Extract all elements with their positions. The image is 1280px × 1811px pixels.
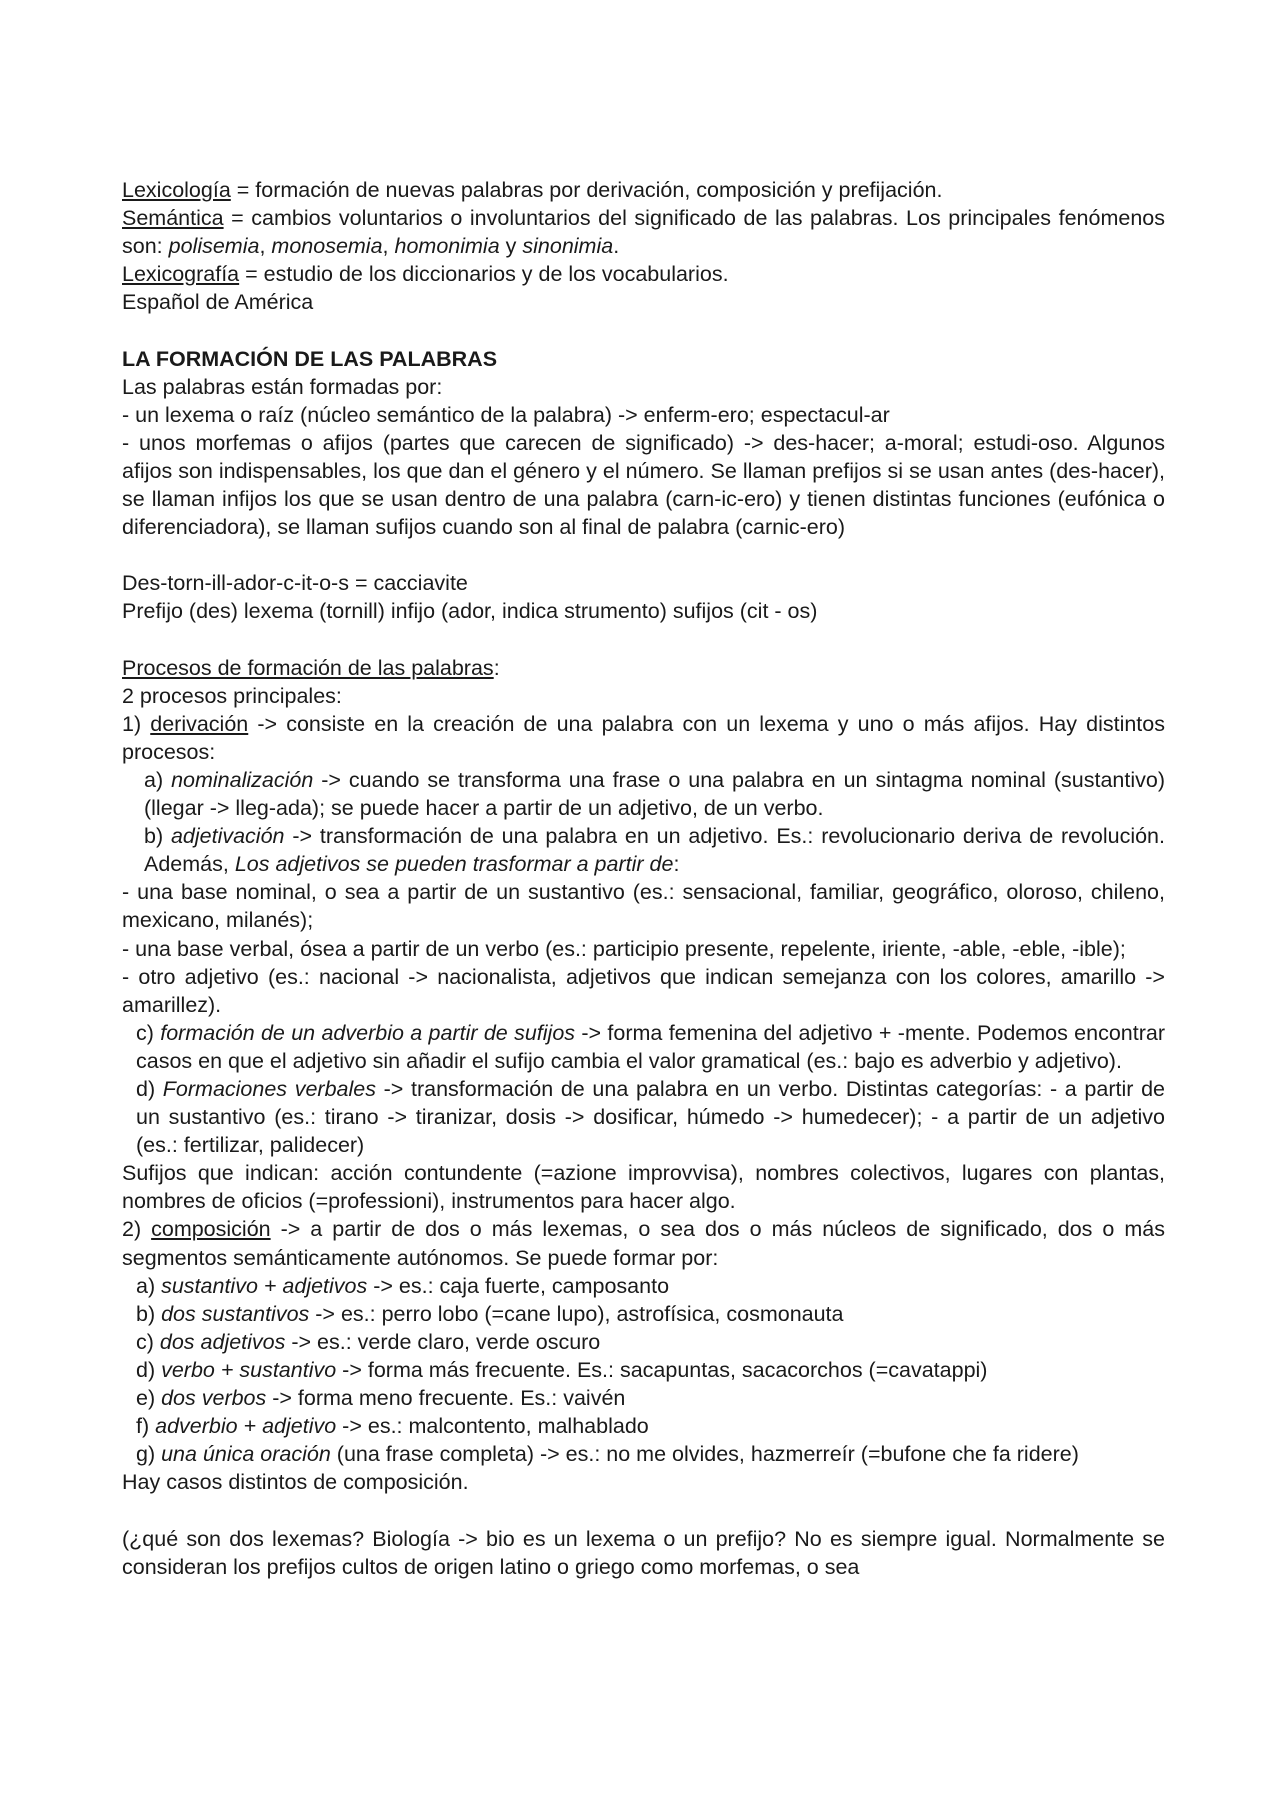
item-letter: e) (136, 1386, 162, 1411)
paragraph: Des-torn-ill-ador-c-it-o-s = cacciavite (122, 571, 468, 596)
italic-term: verbo + sustantivo (161, 1357, 337, 1382)
paragraph: (¿qué son dos lexemas? Biología -> bio es un lexema o un prefijo? No es siempre igual. Normalmente se consideran los prefijos cultos de origen latino o griego como morfemas, o sea (122, 1526, 1165, 1579)
definition-text: = estudio de los diccionarios y de los vocabularios. (239, 262, 729, 287)
term-procesos: Procesos de formación de las palabras (122, 655, 494, 680)
item-letter: d) (136, 1077, 163, 1101)
italic-term: dos verbos (161, 1386, 267, 1411)
item-text: -> transformación de una palabra en un adjetivo. Es.: revolucionario deriva de revolución. Además, (144, 824, 1165, 877)
item-letter: a) (144, 767, 172, 792)
definition-text: = formación de nuevas palabras por derivación, composición y prefijación. (230, 178, 943, 202)
adjetivacion-item (122, 822, 1165, 878)
italic-term: formación de un adverbio a partir de sufijos (160, 1020, 576, 1045)
italic-term: sinonimia (522, 234, 614, 259)
italic-term: sustantivo + adjetivos (161, 1273, 368, 1298)
italic-term: dos sustantivos (161, 1301, 310, 1326)
item-number: 2) (122, 1217, 152, 1242)
item-text: (una frase completa) -> es.: no me olvides, hazmerreír (=bufone che fa ridere) (330, 1442, 1079, 1467)
lexicologia-definition (122, 176, 1165, 204)
paragraph: - otro adjetivo (es.: nacional -> nacionalista, adjetivos que indican semejanza con los colores, amarillo -> amarillez). (122, 964, 1165, 1017)
separator: . (613, 234, 620, 259)
lexicografia-definition (122, 260, 1165, 288)
separator: , (259, 234, 272, 259)
blank-line (122, 626, 1165, 654)
term-lexicografia: Lexicografía (122, 262, 240, 287)
term-composicion: composición (151, 1217, 271, 1242)
item-text: -> es.: verde claro, verde oscuro (285, 1329, 601, 1354)
item-text: -> forma femenina del adjetivo + -mente. Podemos encontrar casos en que el adjetivo sin añadir el sufijo cambia el valor gramatical (es.: bajo es adverbio y adjetivo). (136, 1020, 1166, 1073)
item-text: -> es.: malcontento, malhablado (336, 1414, 649, 1439)
term-derivacion: derivación (150, 711, 249, 736)
item-text: -> forma más frecuente. Es.: sacapuntas, sacacorchos (=cavatappi) (336, 1357, 988, 1382)
italic-term: monosemia (271, 234, 383, 259)
composicion-subitem (122, 1384, 1165, 1412)
item-text: -> consiste en la creación de una palabra con un lexema y uno o más afijos. Hay distintos procesos: (122, 711, 1165, 764)
derivacion-item (122, 710, 1165, 766)
section-heading: LA FORMACIÓN DE LAS PALABRAS (122, 346, 498, 371)
separator: y (499, 234, 523, 259)
definition-text: = cambios voluntarios o involuntarios del significado de las palabras. Los principales fenómenos son: (122, 206, 1165, 259)
text: : (493, 655, 500, 680)
blank-line (122, 316, 1165, 344)
paragraph: Prefijo (des) lexema (tornill) infijo (ador, indica strumento) sufijos (cit - os) (122, 599, 818, 624)
paragraph: - una base verbal, ósea a partir de un verbo (es.: participio presente, repelente, iriente, -able, -eble, -ible); (122, 936, 1126, 961)
paragraph: Hay casos distintos de composición. (122, 1470, 469, 1495)
term-lexicologia: Lexicología (122, 178, 231, 202)
separator: , (382, 234, 395, 259)
document-page (122, 176, 1165, 1581)
procesos-heading (122, 654, 1165, 682)
item-letter: g) (136, 1442, 162, 1467)
italic-term: polisemia (168, 234, 260, 259)
item-letter: f) (136, 1414, 156, 1439)
item-letter: d) (136, 1357, 162, 1382)
paragraph: Las palabras están formadas por: (122, 374, 443, 399)
italic-term: homonimia (394, 234, 500, 259)
formaciones-verbales-item (122, 1075, 1165, 1159)
paragraph: - unos morfemas o afijos (partes que carecen de significado) -> des-hacer; a-moral; estudi-oso. Algunos afijos son indispensables, los que dan el género y el número. Se llaman prefijos si se usan antes (des-hacer), se llaman infijos los que se usan dentro de una palabra (carn-ic-ero) y tienen distintas funciones (eufónica o diferenciadora), se llaman sufijos cuando son al final de palabra (carnic-ero) (122, 430, 1165, 540)
blank-line (122, 1496, 1165, 1524)
paragraph: Sufijos que indican: acción contundente (=azione improvvisa), nombres colectivos, lugares con plantas, nombres de oficios (=professioni), instrumentos para hacer algo. (122, 1161, 1165, 1214)
italic-phrase: Los adjetivos se pueden trasformar a partir de (234, 852, 674, 877)
item-text: : (673, 852, 680, 877)
item-text: -> cuando se transforma una frase o una palabra en un sintagma nominal (sustantivo) (llegar -> lleg-ada); se puede hacer a partir de un adjetivo, de un verbo. (144, 767, 1166, 821)
composicion-subitem (122, 1440, 1165, 1468)
paragraph: - un lexema o raíz (núcleo semántico de la palabra) -> enferm-ero; espectacul-ar (122, 402, 890, 427)
item-letter: c) (136, 1329, 160, 1354)
item-text: -> es.: caja fuerte, camposanto (367, 1273, 670, 1298)
composicion-subitem (122, 1300, 1165, 1328)
item-text: -> transformación de una palabra en un verbo. Distintas categorías: - a partir de un sustantivo (es.: tirano -> tiranizar, dosis -> dosificar, húmedo -> humedecer); - a partir de un adjetivo (es.: fertilizar, palidecer) (136, 1077, 1165, 1158)
blank-line (122, 541, 1165, 569)
item-letter: b) (136, 1301, 162, 1326)
composicion-item (122, 1215, 1165, 1271)
item-text: -> forma meno frecuente. Es.: vaivén (266, 1386, 626, 1411)
paragraph: - una base nominal, o sea a partir de un sustantivo (es.: sensacional, familiar, geográfico, oloroso, chileno, mexicano, milanés); (122, 880, 1165, 933)
italic-term: adverbio + adjetivo (155, 1414, 337, 1439)
paragraph: 2 procesos principales: (122, 683, 342, 708)
italic-term: una única oración (161, 1442, 331, 1467)
italic-term: dos adjetivos (159, 1329, 286, 1354)
item-text: -> es.: perro lobo (=cane lupo), astrofísica, cosmonauta (309, 1301, 844, 1326)
item-letter: b) (144, 824, 171, 849)
adverbio-item (122, 1019, 1165, 1075)
italic-term: Formaciones verbales (162, 1077, 376, 1101)
composicion-subitem (122, 1272, 1165, 1300)
composicion-subitem (122, 1328, 1165, 1356)
item-text: -> a partir de dos o más lexemas, o sea dos o más núcleos de significado, dos o más segmentos semánticamente autónomos. Se puede formar por: (122, 1217, 1165, 1270)
semantica-definition (122, 204, 1165, 260)
composicion-subitem (122, 1412, 1165, 1440)
composicion-subitem (122, 1356, 1165, 1384)
espanol-america-line: Español de América (122, 290, 314, 315)
term-semantica: Semántica (122, 206, 224, 231)
italic-term: adjetivación (170, 824, 285, 849)
nominalizacion-item (122, 766, 1165, 822)
italic-term: nominalización (171, 767, 314, 792)
item-letter: c) (136, 1020, 161, 1045)
item-number: 1) (122, 711, 151, 736)
item-letter: a) (136, 1273, 162, 1298)
